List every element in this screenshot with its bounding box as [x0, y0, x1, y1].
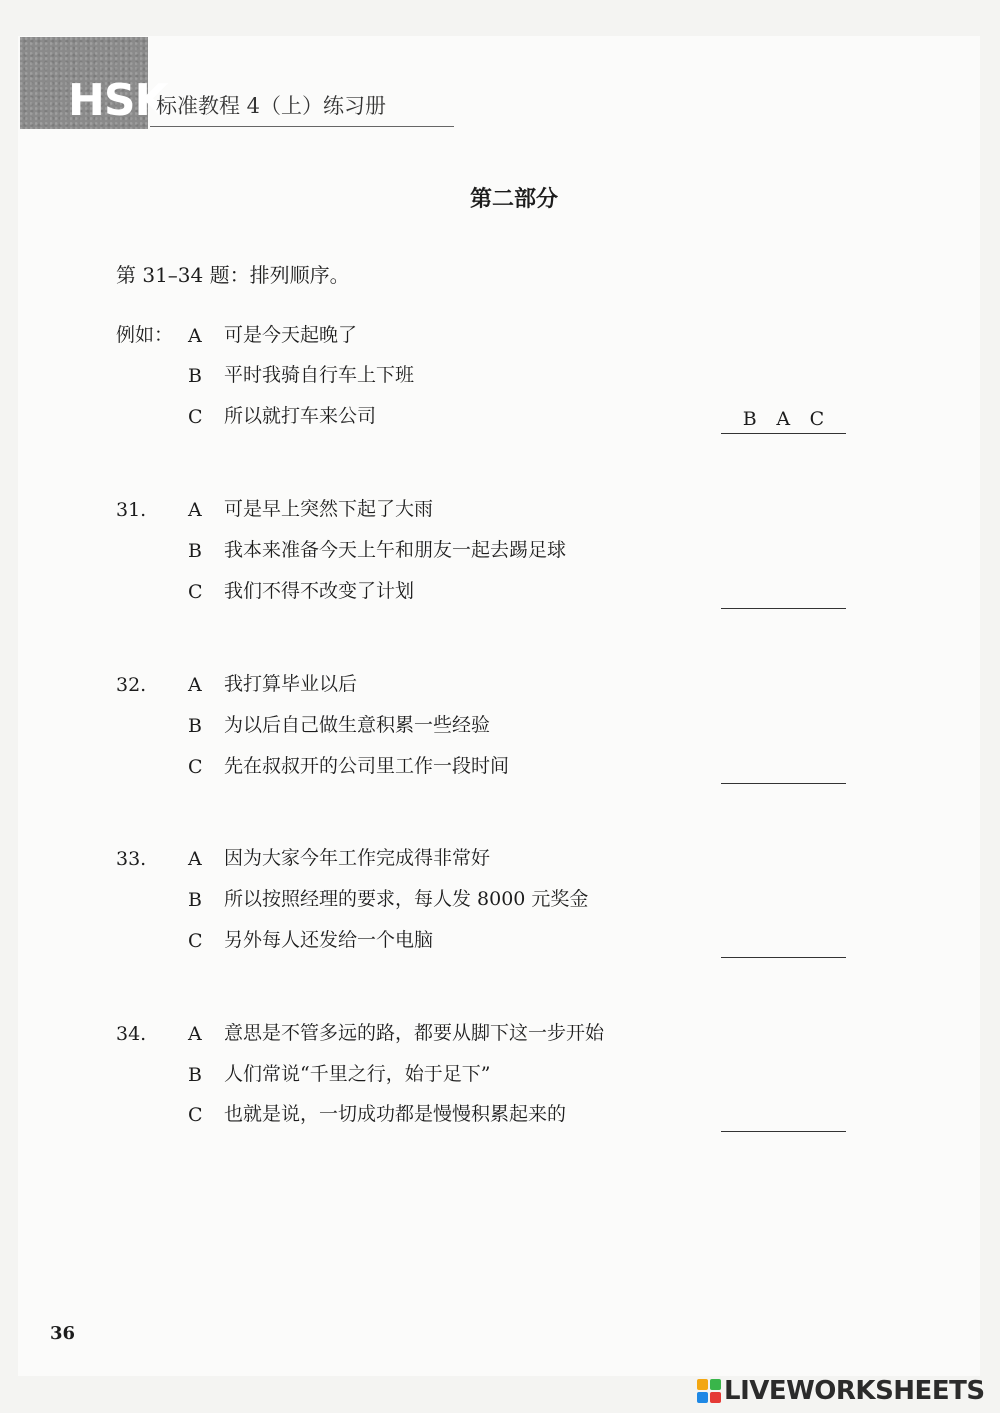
logo-square: [697, 1379, 708, 1390]
option-text: 可是早上突然下起了大雨: [224, 498, 434, 520]
example-label: 例如：: [116, 324, 174, 346]
example-answer-letter: C: [809, 408, 825, 430]
watermark-text: LIVEWORKSHEETS: [724, 1376, 985, 1406]
option-letter: A: [188, 848, 202, 870]
question-number: 34.: [116, 1023, 147, 1045]
option-text: 可是今天起晚了: [224, 324, 358, 346]
option-text: 我本来准备今天上午和朋友一起去踢足球: [224, 539, 567, 561]
answer-blank-34[interactable]: [721, 1131, 846, 1132]
option-letter: B: [188, 540, 202, 562]
option-letter: B: [188, 1064, 202, 1086]
logo-square: [697, 1392, 708, 1403]
option-letter: A: [188, 499, 202, 521]
option-letter: C: [188, 756, 203, 778]
question-number: 33.: [116, 848, 147, 870]
question-number: 32.: [116, 674, 147, 696]
example-answer-letter: A: [776, 408, 791, 430]
option-text: 为以后自己做生意积累一些经验: [224, 714, 491, 736]
option-letter: B: [188, 715, 202, 737]
book-title: 标准教程 4（上）练习册: [156, 94, 387, 118]
option-letter: C: [188, 406, 203, 428]
option-text: 平时我骑自行车上下班: [224, 364, 415, 386]
option-letter: A: [188, 325, 202, 347]
option-letter: C: [188, 1104, 203, 1126]
worksheet-page: [18, 36, 980, 1376]
page-number: 36: [50, 1323, 76, 1344]
option-text: 先在叔叔开的公司里工作一段时间: [224, 755, 510, 777]
logo-square: [710, 1379, 721, 1390]
option-text: 因为大家今年工作完成得非常好: [224, 847, 491, 869]
option-text: 所以按照经理的要求，每人发 8000 元奖金: [224, 888, 589, 910]
option-letter: A: [188, 674, 202, 696]
liveworksheets-logo-icon: [697, 1379, 721, 1403]
example-answer-letter: B: [742, 408, 757, 430]
option-letter: B: [188, 889, 202, 911]
option-text: 另外每人还发给一个电脑: [224, 929, 434, 951]
section-title: 第二部分: [470, 186, 559, 212]
option-letter: B: [188, 365, 202, 387]
option-text: 我们不得不改变了计划: [224, 580, 415, 602]
liveworksheets-watermark: [697, 1378, 985, 1404]
option-letter: C: [188, 581, 203, 603]
answer-blank-33[interactable]: [721, 957, 846, 958]
option-text: 我打算毕业以后: [224, 673, 358, 695]
header-divider: [150, 126, 454, 127]
option-text: 人们常说“千里之行，始于足下”: [224, 1063, 491, 1085]
option-text: 所以就打车来公司: [224, 405, 377, 427]
option-letter: C: [188, 930, 203, 952]
logo-square: [710, 1392, 721, 1403]
example-answer: [721, 407, 846, 431]
example-answer-underline: [721, 433, 846, 434]
question-number: 31.: [116, 499, 147, 521]
option-text: 意思是不管多远的路，都要从脚下这一步开始: [224, 1022, 605, 1044]
answer-blank-32[interactable]: [721, 783, 846, 784]
hsk-logo: HSK: [68, 75, 168, 126]
instruction-text: 第 31–34 题：排列顺序。: [116, 263, 350, 287]
answer-blank-31[interactable]: [721, 608, 846, 609]
option-text: 也就是说，一切成功都是慢慢积累起来的: [224, 1103, 567, 1125]
option-letter: A: [188, 1023, 202, 1045]
